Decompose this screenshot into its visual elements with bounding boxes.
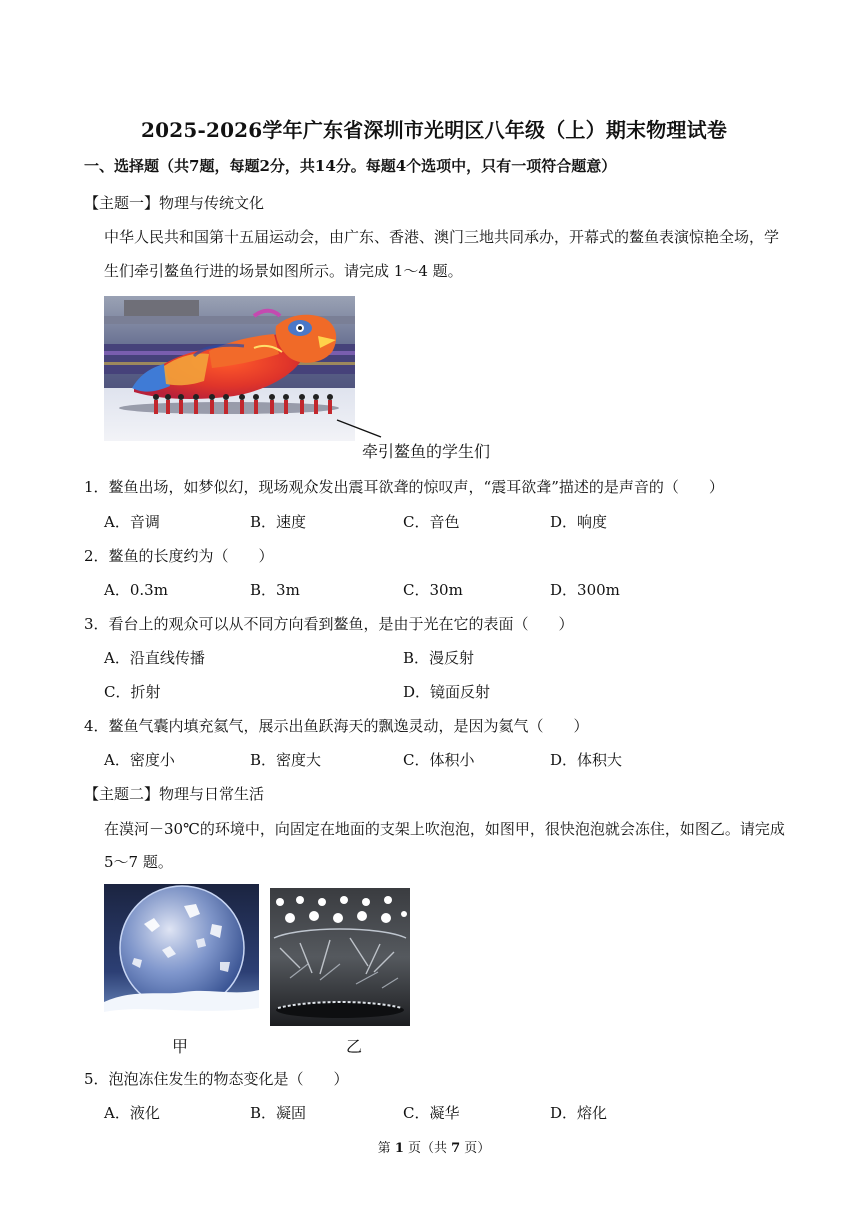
question-3-option-c: C．折射: [104, 683, 161, 701]
section-heading: 一、选择题（共7题，每题2分，共14分。每题4个选项中，只有一项符合题意）: [84, 157, 617, 175]
question-1-option-b: B．速度: [250, 513, 307, 531]
question-2-option-c: C．30m: [403, 581, 463, 599]
topic2-header: 【主题二】物理与日常生活: [84, 785, 265, 803]
question-1-option-c: C．音色: [403, 513, 460, 531]
footer-page-number: 1: [394, 1141, 404, 1156]
question-3-option-d: D．镜面反射: [403, 683, 491, 701]
question-5-option-d: D．熔化: [550, 1104, 608, 1122]
footer-middle: 页（共: [403, 1141, 452, 1156]
aoyu-parade-photo: [104, 296, 355, 441]
question-2-option-d: D．300m: [550, 581, 620, 599]
question-5-option-a: A．液化: [104, 1104, 160, 1122]
figure-a-caption: 甲: [172, 1037, 189, 1056]
topic1-paragraph-line2: 生们牵引鳌鱼行进的场景如图所示。请完成 1～4 题。: [104, 262, 463, 280]
question-4-option-c: C．体积小: [403, 751, 475, 769]
topic1-header: 【主题一】物理与传统文化: [84, 194, 265, 212]
footer-prefix: 第: [377, 1141, 395, 1156]
question-5-option-b: B．凝固: [250, 1104, 307, 1122]
question-3-option-a: A．沿直线传播: [104, 649, 205, 667]
question-4-option-d: D．体积大: [550, 751, 623, 769]
question-5-stem: 5．泡泡冻住发生的物态变化是（ ）: [84, 1070, 349, 1088]
question-1-option-d: D．响度: [550, 513, 608, 531]
question-4-option-b: B．密度大: [250, 751, 322, 769]
frozen-bubble-photo-b: [270, 888, 410, 1026]
question-1-stem: 1．鳌鱼出场，如梦似幻，现场观众发出震耳欲聋的惊叹声，“震耳欲聋”描述的是声音的（ ）: [84, 478, 724, 496]
figure1-caption: 牵引鳌鱼的学生们: [362, 442, 491, 461]
question-5-option-c: C．凝华: [403, 1104, 460, 1122]
footer-suffix: 页）: [460, 1141, 491, 1156]
topic1-paragraph-line1: 中华人民共和国第十五届运动会，由广东、香港、澳门三地共同承办，开幕式的鳌鱼表演惊艳全场，学: [104, 228, 780, 246]
question-2-option-b: B．3m: [250, 581, 300, 599]
question-4-stem: 4．鳌鱼气囊内填充氦气，展示出鱼跃海天的飘逸灵动，是因为氦气（ ）: [84, 717, 589, 735]
exam-title: 2025-2026学年广东省深圳市光明区八年级（上）期末物理试卷: [140, 118, 728, 142]
question-2-option-a: A．0.3m: [104, 581, 168, 599]
page-footer: [0, 1137, 868, 1156]
topic2-paragraph-line1: 在漠河－30℃的环境中，向固定在地面的支架上吹泡泡，如图甲，很快泡泡就会冻住，如图乙。请完成: [104, 820, 785, 838]
footer-total-pages: 7: [451, 1141, 461, 1156]
caption-pointer-line: [335, 418, 385, 440]
question-2-stem: 2．鳌鱼的长度约为（ ）: [84, 547, 274, 565]
question-3-option-b: B．漫反射: [403, 649, 475, 667]
question-4-option-a: A．密度小: [104, 751, 175, 769]
figure-b-caption: 乙: [346, 1037, 363, 1056]
topic2-paragraph-line2: 5～7 题。: [104, 853, 173, 871]
question-3-stem: 3．看台上的观众可以从不同方向看到鳌鱼，是由于光在它的表面（ ）: [84, 615, 574, 633]
frozen-bubble-photo-a: [104, 884, 259, 1030]
question-1-option-a: A．音调: [104, 513, 160, 531]
